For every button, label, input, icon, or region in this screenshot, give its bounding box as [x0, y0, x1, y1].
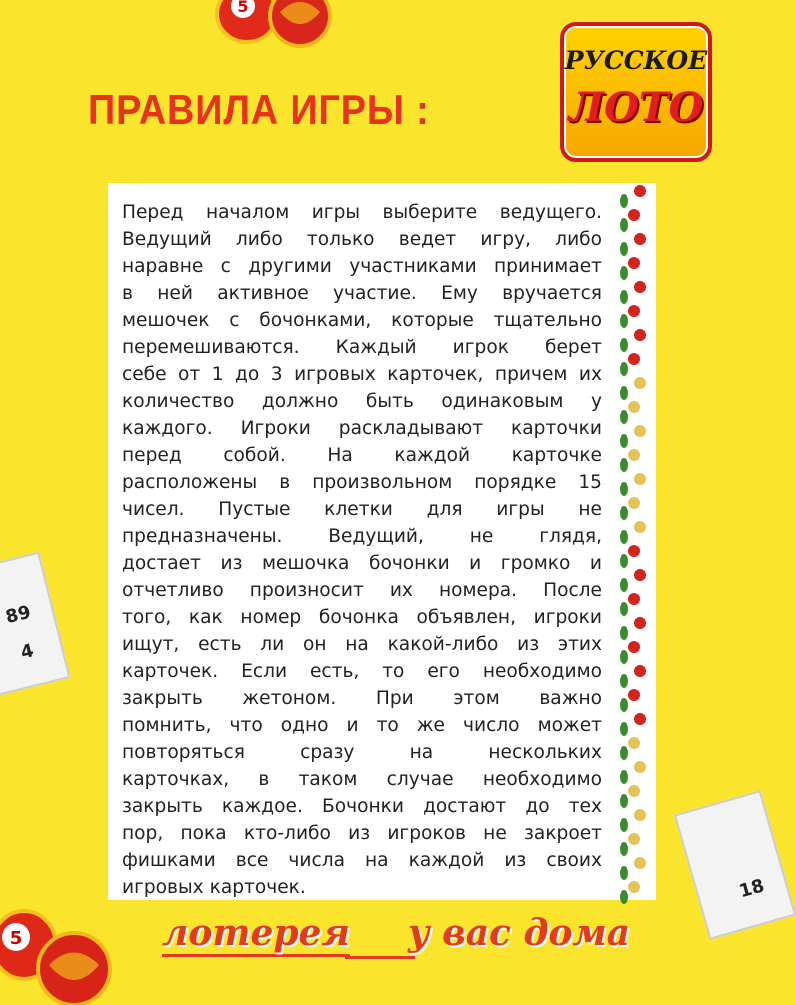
rules-line: расположены в произвольном порядке 15	[122, 472, 602, 493]
rules-line: карточках, в таком случае необходимо	[122, 769, 602, 790]
rules-line: себе от 1 до 3 игровых карточек, причем их	[122, 364, 602, 385]
footer-underline	[345, 956, 415, 959]
rules-line: карточек. Если есть, то его необходимо	[122, 661, 602, 682]
rules-line: достает из мешочка бочонки и громко и	[122, 553, 602, 574]
ornament-berry	[634, 377, 646, 389]
ornament-leaf	[620, 242, 628, 256]
ticket-number: 89	[3, 601, 33, 629]
ornament-berry	[628, 449, 640, 461]
ornament-leaf	[620, 674, 628, 688]
ornament-leaf	[620, 698, 628, 712]
rules-line: Перед началом игры выберите ведущего.	[122, 202, 602, 223]
khokhloma-border-ornament	[616, 183, 656, 900]
ornament-leaf	[620, 530, 628, 544]
rules-text	[122, 199, 602, 901]
rules-line: в ней активное участие. Ему вручается	[122, 283, 602, 304]
rules-line: Ведущий либо только ведет игру, либо	[122, 229, 602, 250]
ornament-berry	[628, 737, 640, 749]
ornament-berry	[634, 569, 646, 581]
ornament-berry	[634, 233, 646, 245]
rules-line: повторяться сразу на нескольких	[122, 742, 602, 763]
ornament-berry	[628, 353, 640, 365]
logo-line-2: ЛОТО	[568, 84, 704, 131]
ornament-leaf	[620, 458, 628, 472]
ornament-berry	[628, 209, 640, 221]
ornament-berry	[634, 857, 646, 869]
ornament-berry	[628, 881, 640, 893]
lotto-ticket-right	[674, 790, 796, 940]
ornament-leaf	[620, 290, 628, 304]
ornament-leaf	[620, 578, 628, 592]
rules-line: каждого. Игроки раскладывают карточки	[122, 418, 602, 439]
logo-line-1: РУССКОЕ	[564, 46, 708, 75]
ornament-leaf	[620, 746, 628, 760]
keg-top-decoration	[205, 0, 335, 54]
ornament-leaf	[620, 626, 628, 640]
ornament-leaf	[620, 338, 628, 352]
lotto-ticket-left	[0, 552, 70, 699]
ornament-berry	[628, 305, 640, 317]
rules-line: перемешиваются. Каждый игрок берет	[122, 337, 602, 358]
rules-line: фишками все числа на каждой из своих	[122, 850, 602, 871]
ornament-leaf	[620, 794, 628, 808]
rules-line: предназначены. Ведущий, не глядя,	[122, 526, 602, 547]
ornament-berry	[628, 833, 640, 845]
ornament-leaf	[620, 890, 628, 904]
ornament-leaf	[620, 194, 628, 208]
ticket-number: 18	[736, 875, 767, 903]
ornament-berry	[628, 401, 640, 413]
rules-card	[108, 183, 656, 900]
ornament-leaf	[620, 722, 628, 736]
rules-line: чисел. Пустые клетки для игры не	[122, 499, 602, 520]
ornament-leaf	[620, 602, 628, 616]
ticket-number: 4	[18, 640, 36, 664]
ornament-leaf	[620, 410, 628, 424]
ornament-leaf	[620, 482, 628, 496]
ornament-berry	[628, 545, 640, 557]
ornament-leaf	[620, 218, 628, 232]
ornament-berry	[634, 809, 646, 821]
ornament-berry	[634, 617, 646, 629]
ornament-leaf	[620, 818, 628, 832]
footer-text-lottery: лотерея	[162, 912, 350, 957]
ornament-leaf	[620, 770, 628, 784]
ornament-berry	[634, 521, 646, 533]
ornament-leaf	[620, 650, 628, 664]
russkoe-loto-logo	[560, 22, 712, 162]
rules-line: помнить, что одно и то же число может	[122, 715, 602, 736]
ornament-leaf	[620, 362, 628, 376]
footer-text-at-home: у вас дома	[408, 912, 631, 954]
ornament-berry	[628, 257, 640, 269]
rules-line: того, как номер бочонка объявлен, игроки	[122, 607, 602, 628]
ornament-leaf	[620, 506, 628, 520]
ornament-berry	[634, 425, 646, 437]
ornament-berry	[628, 641, 640, 653]
ornament-leaf	[620, 842, 628, 856]
ornament-berry	[634, 761, 646, 773]
ornament-berry	[628, 593, 640, 605]
ornament-berry	[634, 713, 646, 725]
ornament-leaf	[620, 386, 628, 400]
ornament-leaf	[620, 266, 628, 280]
rules-line: закрыть каждое. Бочонки достают до тех	[122, 796, 602, 817]
keg-bottom-number: 5	[9, 928, 23, 949]
keg-top-number: 5	[237, 0, 249, 16]
ornament-leaf	[620, 434, 628, 448]
rules-line: пор, пока кто-либо из игроков не закроет	[122, 823, 602, 844]
rules-line: ищут, есть ли он на какой-либо из этих	[122, 634, 602, 655]
ornament-berry	[628, 785, 640, 797]
rules-line: отчетливо произносит их номера. После	[122, 580, 602, 601]
ornament-leaf	[620, 866, 628, 880]
ornament-berry	[634, 473, 646, 485]
rules-line: игровых карточек.	[122, 877, 306, 898]
rules-line: закрыть жетоном. При этом важно	[122, 688, 602, 709]
ornament-berry	[628, 497, 640, 509]
page-title: ПРАВИЛА ИГРЫ :	[88, 86, 430, 133]
ornament-leaf	[620, 554, 628, 568]
keg-bottom-decoration	[0, 905, 124, 1005]
rules-line: наравне с другими участниками принимает	[122, 256, 602, 277]
rules-line: перед собой. На каждой карточке	[122, 445, 602, 466]
ornament-berry	[628, 689, 640, 701]
ornament-leaf	[620, 314, 628, 328]
ornament-berry	[634, 665, 646, 677]
rules-line: количество должно быть одинаковым у	[122, 391, 602, 412]
rules-line: мешочек с бочонками, которые тщательно	[122, 310, 602, 331]
ornament-berry	[634, 281, 646, 293]
ornament-berry	[634, 185, 646, 197]
ornament-berry	[634, 329, 646, 341]
